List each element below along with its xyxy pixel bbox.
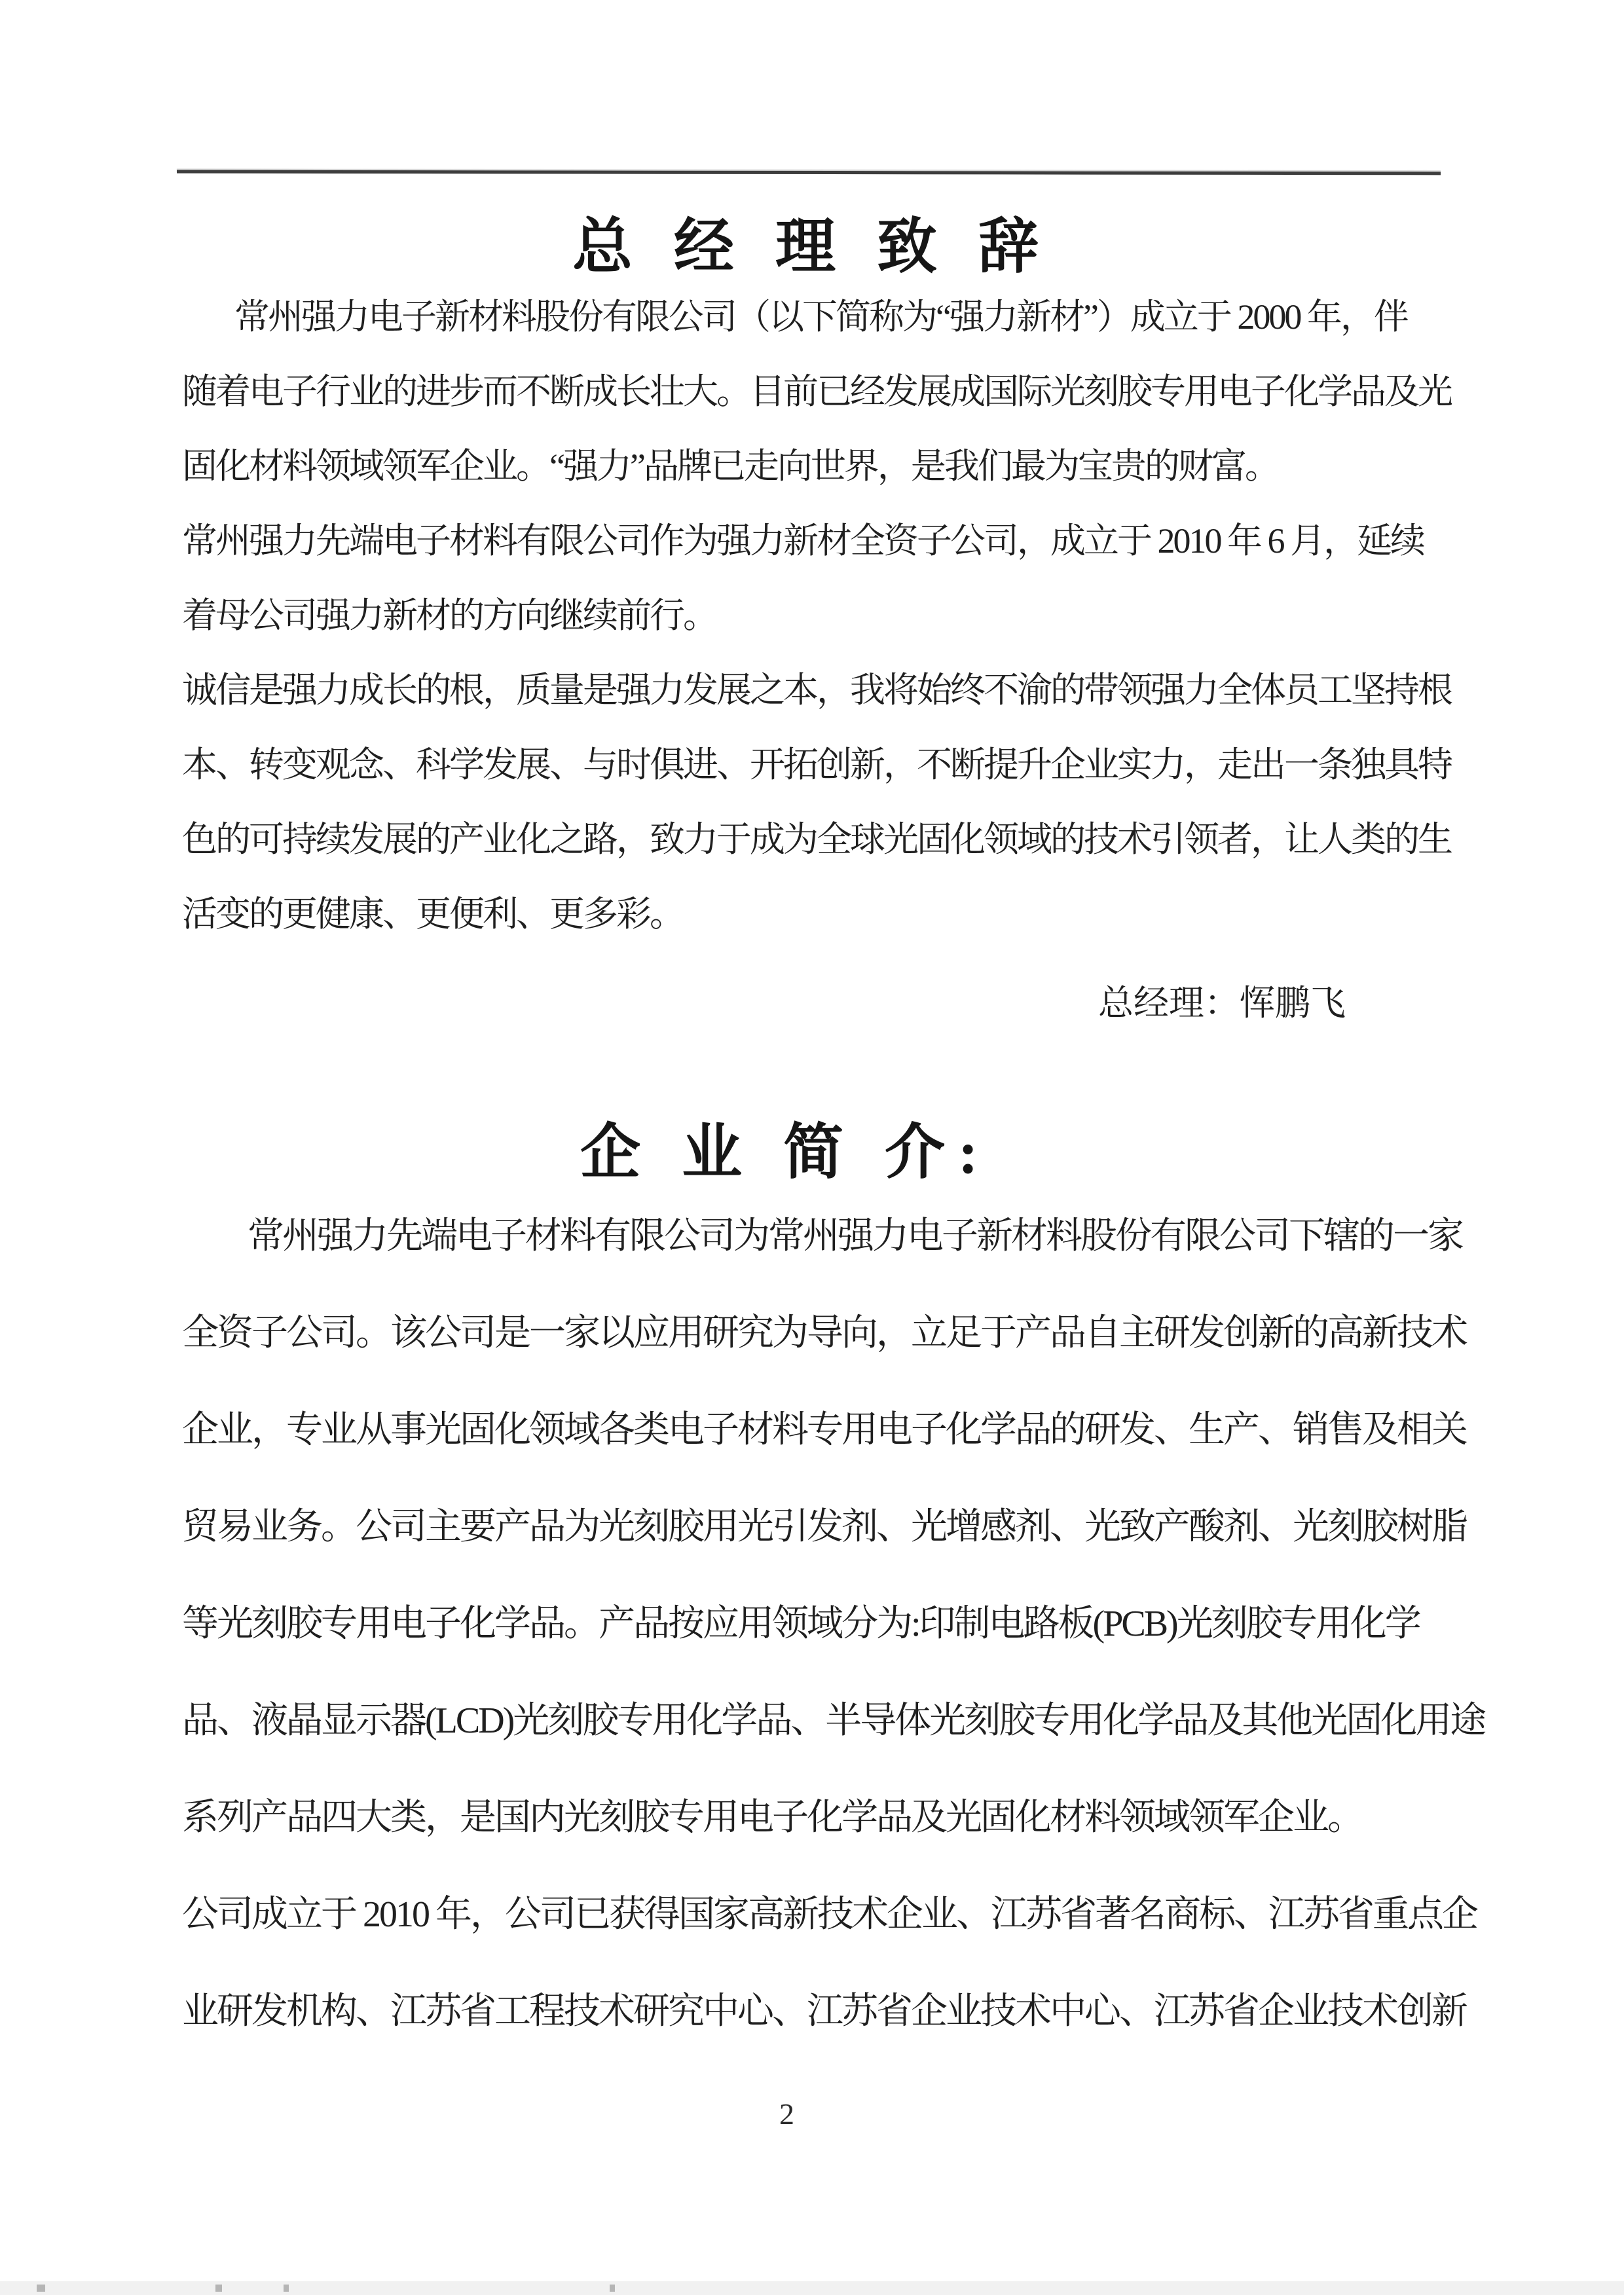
scan-edge-mark	[284, 2285, 289, 2292]
profile-line: 业研发机构、江苏省工程技术研究中心、江苏省企业技术中心、江苏省企业技术创新	[182, 1991, 1466, 2032]
profile-line: 公司成立于 2010 年，公司已获得国家高新技术企业、江苏省著名商标、江苏省重点企	[182, 1894, 1477, 1935]
gm-line: 随着电子行业的进步而不断成长壮大。目前已经发展成国际光刻胶专用电子化学品及光	[182, 372, 1451, 411]
scan-edge-mark	[37, 2285, 45, 2292]
page-number: 2	[779, 2097, 794, 2131]
gm-address-paragraphs	[182, 280, 1451, 951]
profile-line: 等光刻胶专用电子化学品。产品按应用领域分为:印制电路板(PCB)光刻胶专用化学	[182, 1604, 1420, 1644]
company-profile-paragraphs	[182, 1188, 1485, 2060]
gm-line: 着母公司强力新材的方向继续前行。	[182, 596, 716, 635]
header-rule	[177, 170, 1441, 175]
scan-edge-mark	[610, 2285, 615, 2292]
scan-edge-band	[0, 2281, 1624, 2295]
profile-line: 常州强力先端电子材料有限公司为常州强力电子新材料股份有限公司下辖的一家	[248, 1216, 1462, 1257]
profile-line: 全资子公司。该公司是一家以应用研究为导向，立足于产品自主研发创新的高新技术	[182, 1313, 1466, 1353]
gm-line: 本、转变观念、科学发展、与时俱进、开拓创新，不断提升企业实力，走出一条独具特	[182, 745, 1451, 784]
profile-line: 企业，专业从事光固化领域各类电子材料专用电子化学品的研发、生产、销售及相关	[182, 1410, 1466, 1450]
profile-line: 品、液晶显示器(LCD)光刻胶专用化学品、半导体光刻胶专用化学品及其他光固化用途	[182, 1700, 1485, 1741]
gm-line: 常州强力先端电子材料有限公司作为强力新材全资子公司，成立于 2010 年 6 月，延续	[182, 521, 1424, 560]
gm-line: 固化材料领域领军企业。“强力”品牌已走向世界，是我们最为宝贵的财富。	[182, 447, 1278, 486]
scan-edge-mark	[215, 2285, 222, 2292]
company-profile-title: 企 业 简 介:	[580, 1119, 991, 1186]
gm-line: 活变的更健康、更便利、更多彩。	[182, 894, 683, 934]
profile-line: 系列产品四大类，是国内光刻胶专用电子化学品及光固化材料领域领军企业。	[182, 1797, 1362, 1838]
gm-signature: 总经理：恽鹏飞	[1098, 983, 1346, 1023]
gm-address-title: 总 经 理 致 辞	[572, 213, 1052, 280]
gm-line: 常州强力电子新材料股份有限公司（以下简称为“强力新材”）成立于 2000 年，伴	[234, 297, 1407, 337]
gm-line: 色的可持续发展的产业化之路，致力于成为全球光固化领域的技术引领者，让人类的生	[182, 820, 1451, 859]
gm-line: 诚信是强力成长的根，质量是强力发展之本，我将始终不渝的带领强力全体员工坚持根	[182, 670, 1451, 710]
profile-line: 贸易业务。公司主要产品为光刻胶用光引发剂、光增感剂、光致产酸剂、光刻胶树脂	[182, 1507, 1466, 1547]
